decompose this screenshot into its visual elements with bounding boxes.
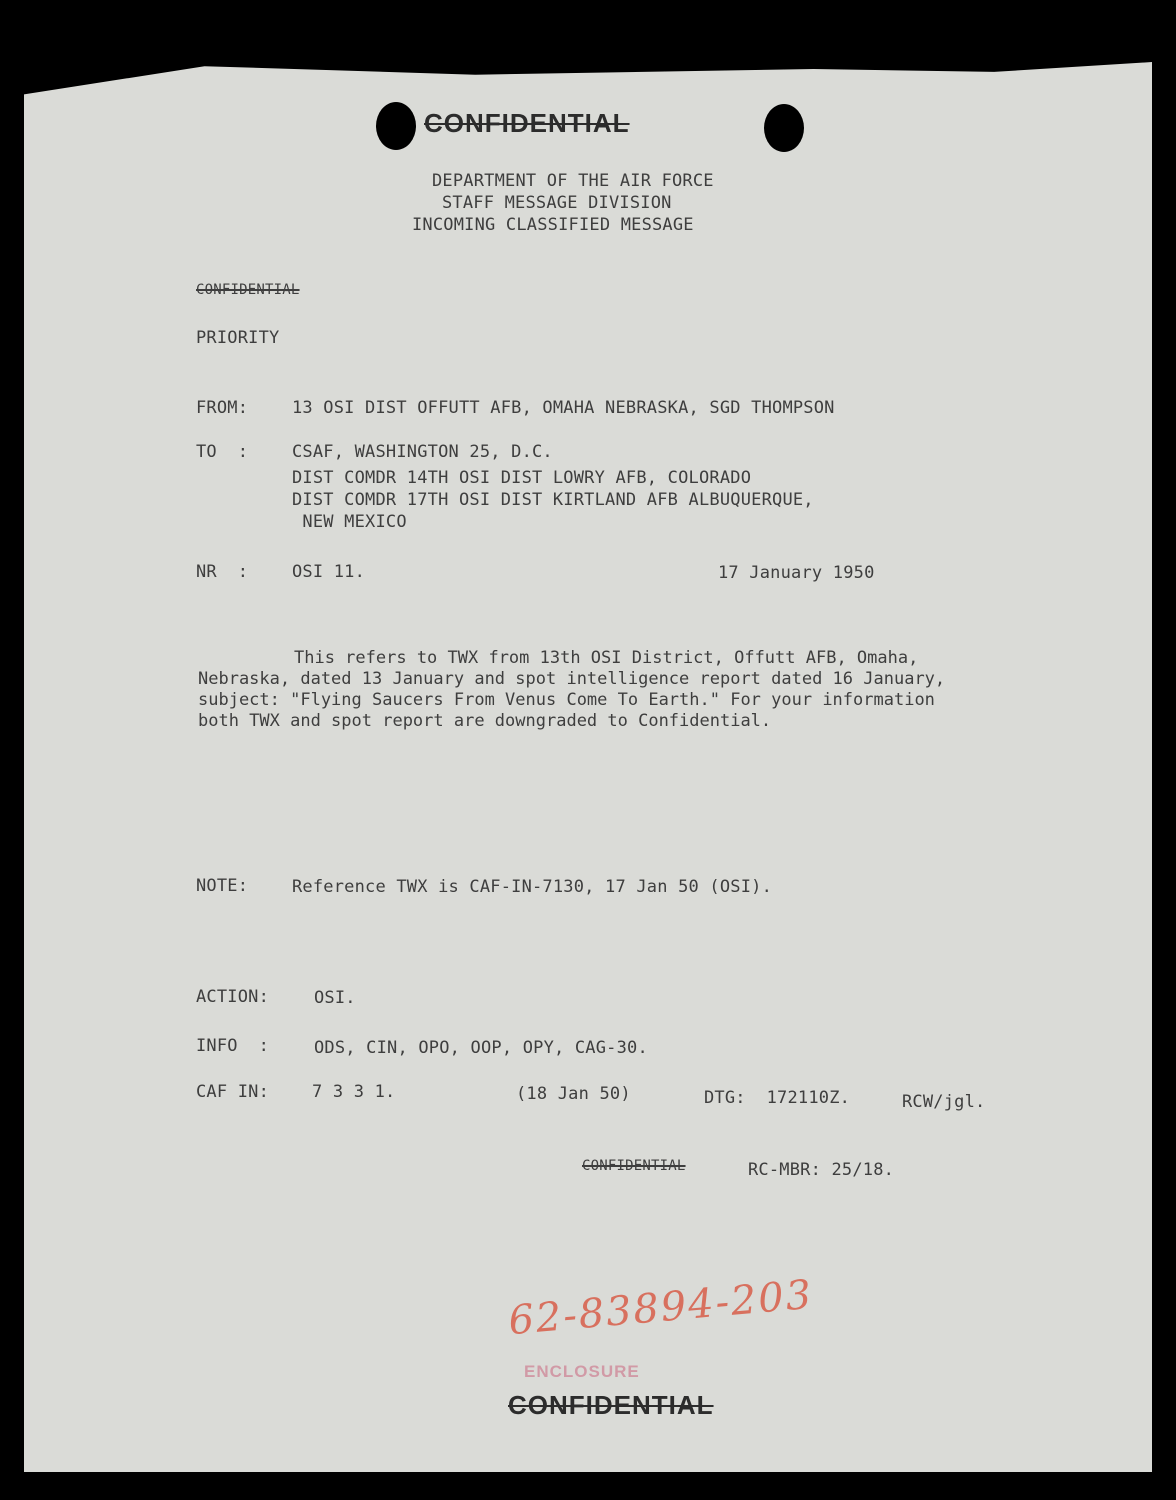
- document-page: [24, 62, 1152, 1472]
- punch-hole-left: [376, 102, 416, 150]
- action-label: ACTION:: [196, 987, 270, 1007]
- to-line-3: DIST COMDR 17TH OSI DIST KIRTLAND AFB ALBUQUERQUE,: [292, 490, 814, 510]
- action-value: OSI.: [314, 988, 356, 1008]
- caf-in-label: CAF IN:: [196, 1082, 270, 1102]
- message-body-paragraph: This refers to TWX from 13th OSI District, Offutt AFB, Omaha, Nebraska, dated 13 January and spot intelligence report dated 16 January, subject: "Flying Saucers From Venus Come To Earth." For your information both TWX and spot report are downgraded to Confidential.: [198, 648, 946, 731]
- confidential-mark-header: CONFIDENTIAL: [196, 282, 300, 298]
- enclosure-stamp: ENCLOSURE: [524, 1362, 640, 1381]
- message-body: [198, 648, 968, 732]
- note-label: NOTE:: [196, 876, 249, 896]
- header-department: DEPARTMENT OF THE AIR FORCE: [432, 171, 714, 191]
- to-line-4: NEW MEXICO: [292, 512, 407, 532]
- handwritten-file-number: 62-83894-203: [506, 1271, 815, 1345]
- nr-value: OSI 11.: [292, 562, 366, 582]
- nr-label: NR :: [196, 562, 249, 582]
- header-message-type: INCOMING CLASSIFIED MESSAGE: [412, 215, 694, 235]
- initials: RCW/jgl.: [902, 1092, 986, 1112]
- confidential-mark-footer: CONFIDENTIAL: [582, 1158, 686, 1174]
- rc-mbr-value: RC-MBR: 25/18.: [748, 1160, 895, 1180]
- priority-label: PRIORITY: [196, 328, 280, 348]
- dtg-value: DTG: 172110Z.: [704, 1088, 851, 1108]
- confidential-stamp-bottom: CONFIDENTIAL: [508, 1390, 714, 1420]
- message-date: 17 January 1950: [718, 563, 875, 583]
- from-value: 13 OSI DIST OFFUTT AFB, OMAHA NEBRASKA, SGD THOMPSON: [292, 398, 835, 418]
- to-line-2: DIST COMDR 14TH OSI DIST LOWRY AFB, COLORADO: [292, 468, 752, 488]
- info-value: ODS, CIN, OPO, OOP, OPY, CAG-30.: [314, 1038, 648, 1058]
- info-label: INFO :: [196, 1036, 270, 1056]
- caf-in-date: (18 Jan 50): [516, 1084, 631, 1104]
- confidential-stamp-top: CONFIDENTIAL: [424, 108, 630, 138]
- note-value: Reference TWX is CAF-IN-7130, 17 Jan 50 (OSI).: [292, 877, 773, 897]
- to-label: TO :: [196, 442, 249, 462]
- to-line-1: CSAF, WASHINGTON 25, D.C.: [292, 442, 553, 462]
- header-division: STAFF MESSAGE DIVISION: [442, 193, 672, 213]
- caf-in-number: 7 3 3 1.: [312, 1082, 396, 1102]
- from-label: FROM:: [196, 398, 249, 418]
- punch-hole-right: [764, 104, 804, 152]
